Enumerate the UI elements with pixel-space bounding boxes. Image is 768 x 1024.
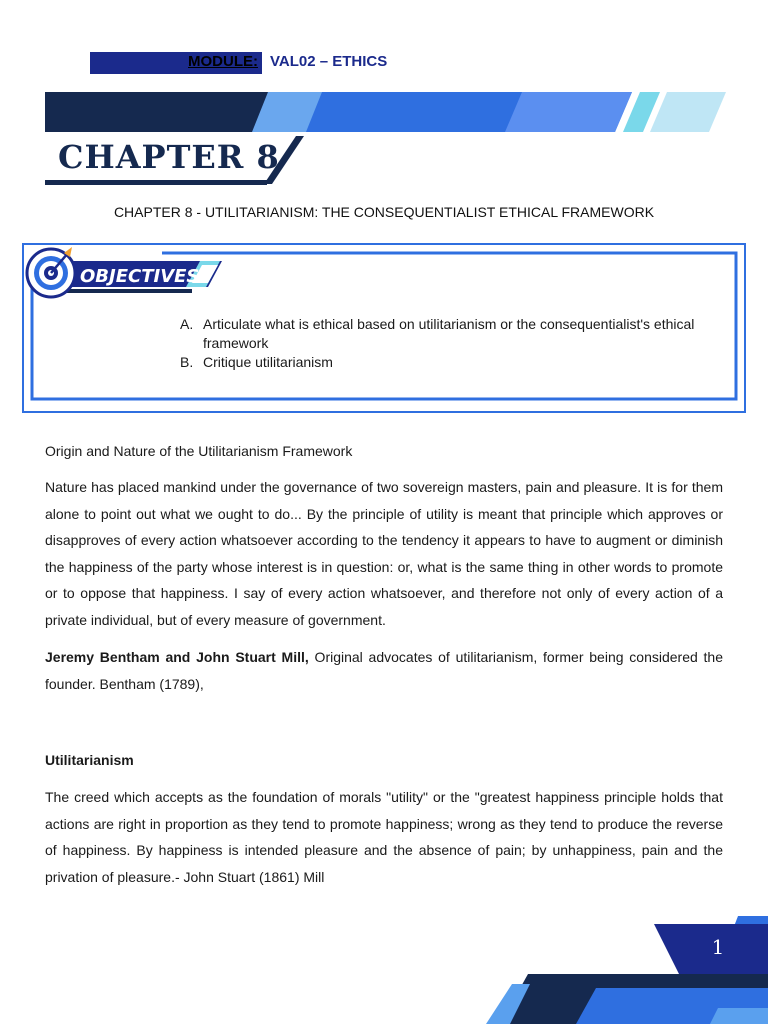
objective-text: Critique utilitarianism bbox=[203, 354, 333, 370]
chapter-title: CHAPTER 8 bbox=[58, 138, 280, 176]
paragraph-advocates bbox=[45, 644, 723, 697]
chapter-subtitle: CHAPTER 8 - UTILITARIANISM: THE CONSEQUENTIALIST ETHICAL FRAMEWORK bbox=[113, 204, 655, 220]
paragraph-creed: The creed which accepts as the foundation of morals "utility" or the "greatest happiness principle holds that actions are right in proportion as they tend to promote happiness; wrong as they tend to produce the reverse of happiness. By happiness is intended pleasure and the absence of pain; by unhappiness, pain and the privation of pleasure.- John Stuart (1861) Mill bbox=[45, 789, 723, 885]
objective-letter: A. bbox=[180, 316, 194, 332]
objective-text: Articulate what is ethical based on utilitarianism or the consequentialist's ethical framework bbox=[203, 316, 695, 351]
advocates-description: Original advocates of utilitarianism, former being considered the founder. Bentham (1789), bbox=[45, 649, 723, 692]
paragraph-principle-of-utility: Nature has placed mankind under the governance of two sovereign masters, pain and pleasure. It is for them alone to point out what we ought to do... By the principle of utility is meant that principle which approves or disapproves of every action whatsoever according to the tendency it appears to have to augment or diminish the happiness of the party whose interest is in question: or, what is the same thing in other words to promote or to oppose that happiness. I say of every action whatsoever, and therefore not only of every action of a private individual, but of every measure of government. bbox=[45, 479, 723, 628]
advocates-names: Jeremy Bentham and John Stuart Mill, bbox=[45, 649, 309, 665]
objective-item bbox=[180, 353, 710, 372]
page-number: 1 bbox=[711, 935, 725, 959]
footer-graphic bbox=[0, 900, 768, 1024]
utilitarianism-heading: Utilitarianism bbox=[45, 752, 134, 768]
target-icon bbox=[27, 247, 75, 297]
objectives-list bbox=[180, 315, 710, 372]
module-code: VAL02 – ETHICS bbox=[270, 53, 388, 70]
objective-letter: B. bbox=[180, 354, 194, 370]
objectives-title: OBJECTIVES bbox=[80, 266, 200, 287]
module-label: MODULE: bbox=[188, 53, 258, 70]
origin-heading: Origin and Nature of the Utilitarianism Framework bbox=[45, 443, 353, 459]
objective-item bbox=[180, 315, 710, 353]
